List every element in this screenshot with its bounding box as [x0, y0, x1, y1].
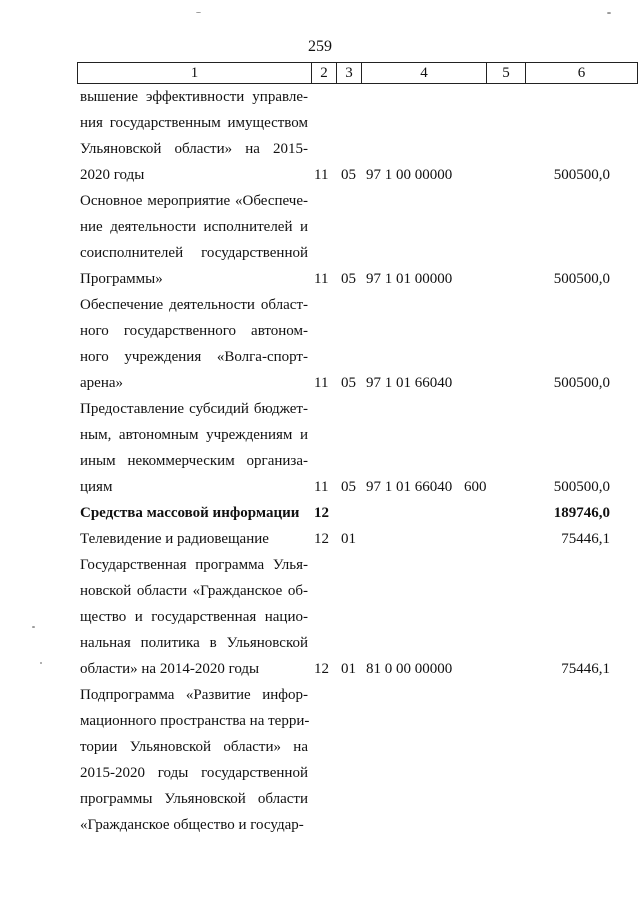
subsection-code: 01	[341, 661, 356, 677]
column-header-row	[78, 63, 638, 84]
budget-table-body	[0, 84, 640, 838]
row-description	[80, 396, 308, 500]
description-line: тории Ульяновской области» на	[80, 739, 308, 755]
row-description	[80, 682, 308, 838]
description-line: Предоставление субсидий бюджет-	[80, 401, 308, 417]
expense-type-code: 600	[464, 479, 487, 495]
description-line: Государственная программа Улья-	[80, 557, 308, 573]
description-line: Телевидение и радиовещание	[80, 531, 269, 547]
target-article-code: 81 0 00 00000	[366, 661, 453, 677]
amount-cell: 500500,0	[553, 479, 610, 495]
section-code: 12	[314, 505, 329, 521]
section-code: 11	[314, 479, 329, 495]
description-line: соисполнителей государственной	[80, 245, 308, 261]
target-article-code: 97 1 00 00000	[366, 167, 453, 183]
table-row	[0, 682, 640, 838]
amount-cell: 75446,1	[561, 661, 610, 677]
scan-speck	[32, 626, 35, 628]
description-line: новской области «Гражданское об-	[80, 583, 308, 599]
description-line: «Гражданское общество и государ-	[80, 817, 304, 833]
row-description	[80, 84, 308, 188]
description-line: Средства массовой информации	[80, 505, 300, 521]
table-row	[0, 396, 640, 500]
table-row	[0, 84, 640, 188]
description-line: щество и государственная нацио-	[80, 609, 308, 625]
row-description	[80, 552, 308, 682]
description-line: Программы»	[80, 271, 163, 287]
table-row	[0, 292, 640, 396]
amount-cell: 500500,0	[553, 271, 610, 287]
description-line: иным некоммерческим организа-	[80, 453, 308, 469]
description-line: Подпрограмма «Развитие инфор-	[80, 687, 308, 703]
column-header-2: 2	[312, 63, 337, 84]
description-line: ние деятельности исполнителей и	[80, 219, 308, 235]
amount-cell: 189746,0	[553, 505, 610, 521]
table-row	[0, 500, 640, 526]
amount-cell: 75446,1	[561, 531, 610, 547]
row-description	[80, 188, 308, 292]
description-line: области» на 2014-2020 годы	[80, 661, 260, 677]
subsection-code: 05	[341, 479, 356, 495]
section-code: 12	[314, 531, 329, 547]
description-line: Основное мероприятие «Обеспече-	[80, 193, 308, 209]
section-code: 11	[314, 271, 329, 287]
description-line: программы Ульяновской области	[80, 791, 308, 807]
subsection-code: 05	[341, 271, 356, 287]
subsection-code: 05	[341, 167, 356, 183]
description-line: Обеспечение деятельности област-	[80, 297, 308, 313]
description-line: вышение эффективности управле-	[80, 89, 308, 105]
description-line: 2020 годы	[80, 167, 145, 183]
column-header-4: 4	[362, 63, 487, 84]
section-code: 11	[314, 375, 329, 391]
section-code: 11	[314, 167, 329, 183]
target-article-code: 97 1 01 00000	[366, 271, 453, 287]
subsection-code: 01	[341, 531, 356, 547]
description-line: ным, автономным учреждениям и	[80, 427, 308, 443]
scan-speck	[40, 662, 42, 664]
column-header-1: 1	[78, 63, 312, 84]
amount-cell: 500500,0	[553, 167, 610, 183]
target-article-code: 97 1 01 66040	[366, 375, 453, 391]
amount-cell: 500500,0	[553, 375, 610, 391]
scan-speck	[607, 12, 611, 14]
description-line: Ульяновской области» на 2015-	[80, 141, 308, 157]
table-row	[0, 552, 640, 682]
row-description	[80, 526, 308, 552]
subsection-code: 05	[341, 375, 356, 391]
description-line: циям	[80, 479, 113, 495]
description-line: ного учреждения «Волга-спорт-	[80, 349, 308, 365]
scan-speck	[196, 12, 201, 13]
target-article-code: 97 1 01 66040	[366, 479, 453, 495]
column-header-table	[77, 62, 638, 84]
description-line: арена»	[80, 375, 124, 391]
column-header-5: 5	[487, 63, 526, 84]
row-description	[80, 500, 308, 526]
table-row	[0, 526, 640, 552]
column-header-6: 6	[526, 63, 638, 84]
row-description	[80, 292, 308, 396]
column-header-3: 3	[337, 63, 362, 84]
section-code: 12	[314, 661, 329, 677]
description-line: нальная политика в Ульяновской	[80, 635, 308, 651]
page-number: 259	[308, 38, 332, 55]
description-line: 2015-2020 годы государственной	[80, 765, 308, 781]
description-line: мационного пространства на терри-	[80, 713, 310, 729]
description-line: ния государственным имуществом	[80, 115, 308, 131]
description-line: ного государственного автоном-	[80, 323, 308, 339]
table-row	[0, 188, 640, 292]
